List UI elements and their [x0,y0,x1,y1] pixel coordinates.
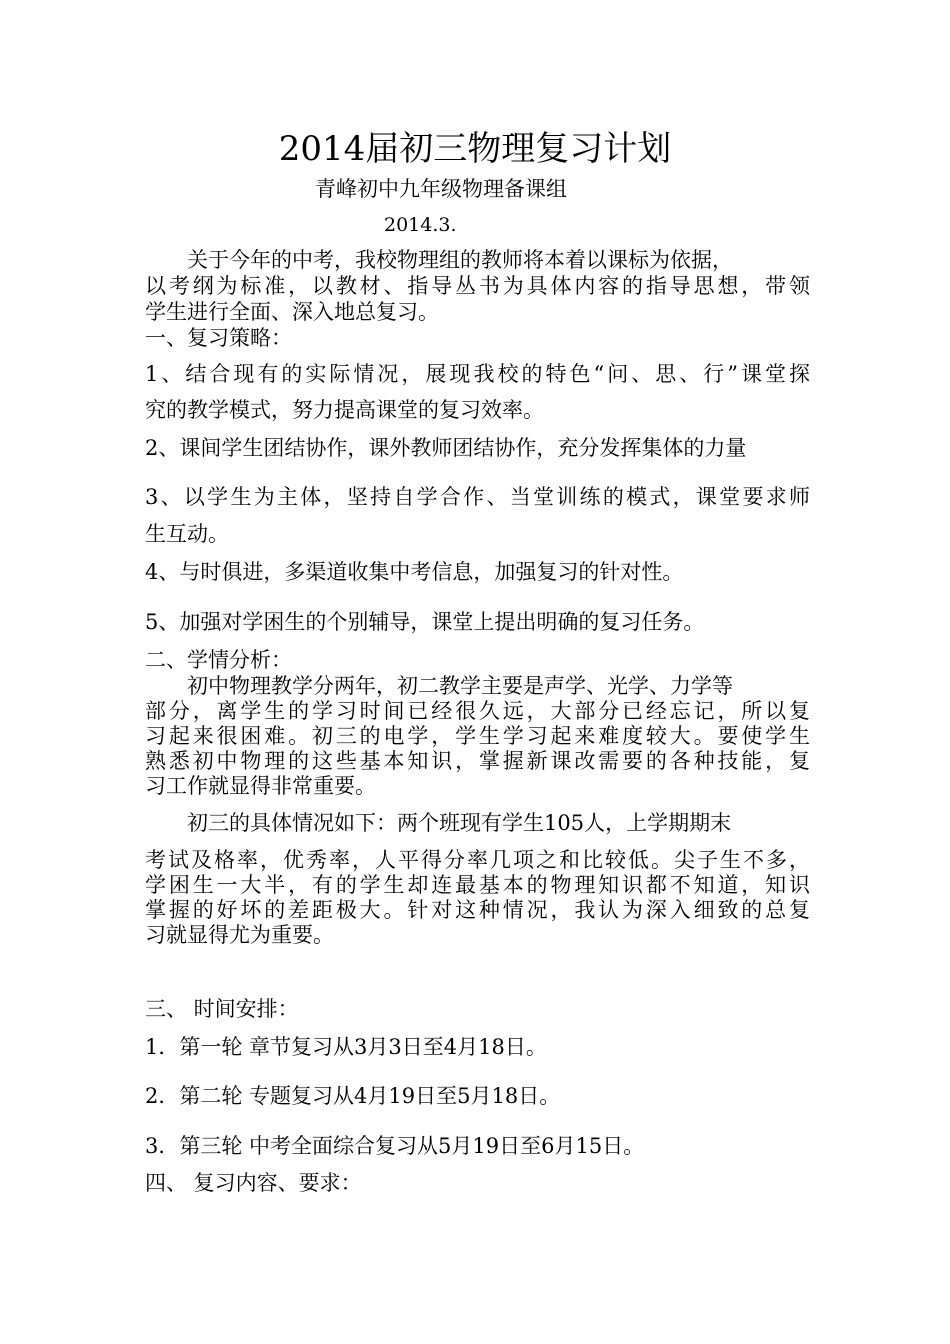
list-item: 3、以学生为主体，坚持自学合作、当堂训练的模式，课堂要求师 [145,485,810,509]
paragraph-line: 初三的具体情况如下：两个班现有学生105人，上学期期末 [187,811,732,835]
paragraph-line: 部分，离学生的学习时间已经很久远，大部分已经忘记，所以复 [145,699,810,723]
paragraph-line: 习就显得尤为重要。 [145,923,334,947]
list-item: 生互动。 [145,522,229,546]
list-item: 究的教学模式，努力提高课堂的复习效率。 [145,398,544,422]
paragraph-line: 熟悉初中物理的这些基本知识，掌握新课改需要的各种技能，复 [145,749,810,773]
list-item: 4、与时俱进，多渠道收集中考信息，加强复习的针对性。 [145,560,684,584]
list-item: 1．第一轮 章节复习从3月3日至4月18日。 [145,1035,547,1059]
list-item: 3．第三轮 中考全面综合复习从5月19日至6月15日。 [145,1134,645,1158]
document-title: 2014届初三物理复习计划 [278,129,672,169]
intro-line: 关于今年的中考，我校物理组的教师将本着以课标为依据， [187,248,733,272]
list-item: 2、课间学生团结协作，课外教师团结协作，充分发挥集体的力量 [145,436,747,460]
paragraph-line: 初中物理教学分两年，初二教学主要是声学、光学、力学等 [187,674,733,698]
document-subtitle: 青峰初中九年级物理备课组 [315,177,567,201]
section-heading: 四、 复习内容、要求： [145,1171,362,1195]
intro-line: 学生进行全面、深入地总复习。 [145,300,439,324]
section-heading: 二、学情分析： [145,648,292,672]
paragraph-line: 考试及格率，优秀率，人平得分率几项之和比较低。尖子生不多， [145,848,810,872]
intro-line: 以考纲为标准，以教材、指导丛书为具体内容的指导思想，带领 [145,274,810,298]
paragraph-line: 习起来很困难。初三的电学，学生学习起来难度较大。要使学生 [145,724,810,748]
paragraph-line: 学困生一大半，有的学生却连最基本的物理知识都不知道，知识 [145,873,810,897]
paragraph-line: 掌握的好坏的差距极大。针对这种情况，我认为深入细致的总复 [145,898,810,922]
list-item: 1、结合现有的实际情况，展现我校的特色“问、思、行”课堂探 [145,362,810,386]
list-item: 2．第二轮 专题复习从4月19日至5月18日。 [145,1084,561,1108]
section-heading: 一、复习策略： [145,326,292,350]
section-heading: 三、 时间安排： [145,997,299,1021]
list-item: 5、加强对学困生的个别辅导，课堂上提出明确的复习任务。 [145,610,705,634]
document-date: 2014.3. [384,214,457,236]
paragraph-line: 习工作就显得非常重要。 [145,774,376,798]
